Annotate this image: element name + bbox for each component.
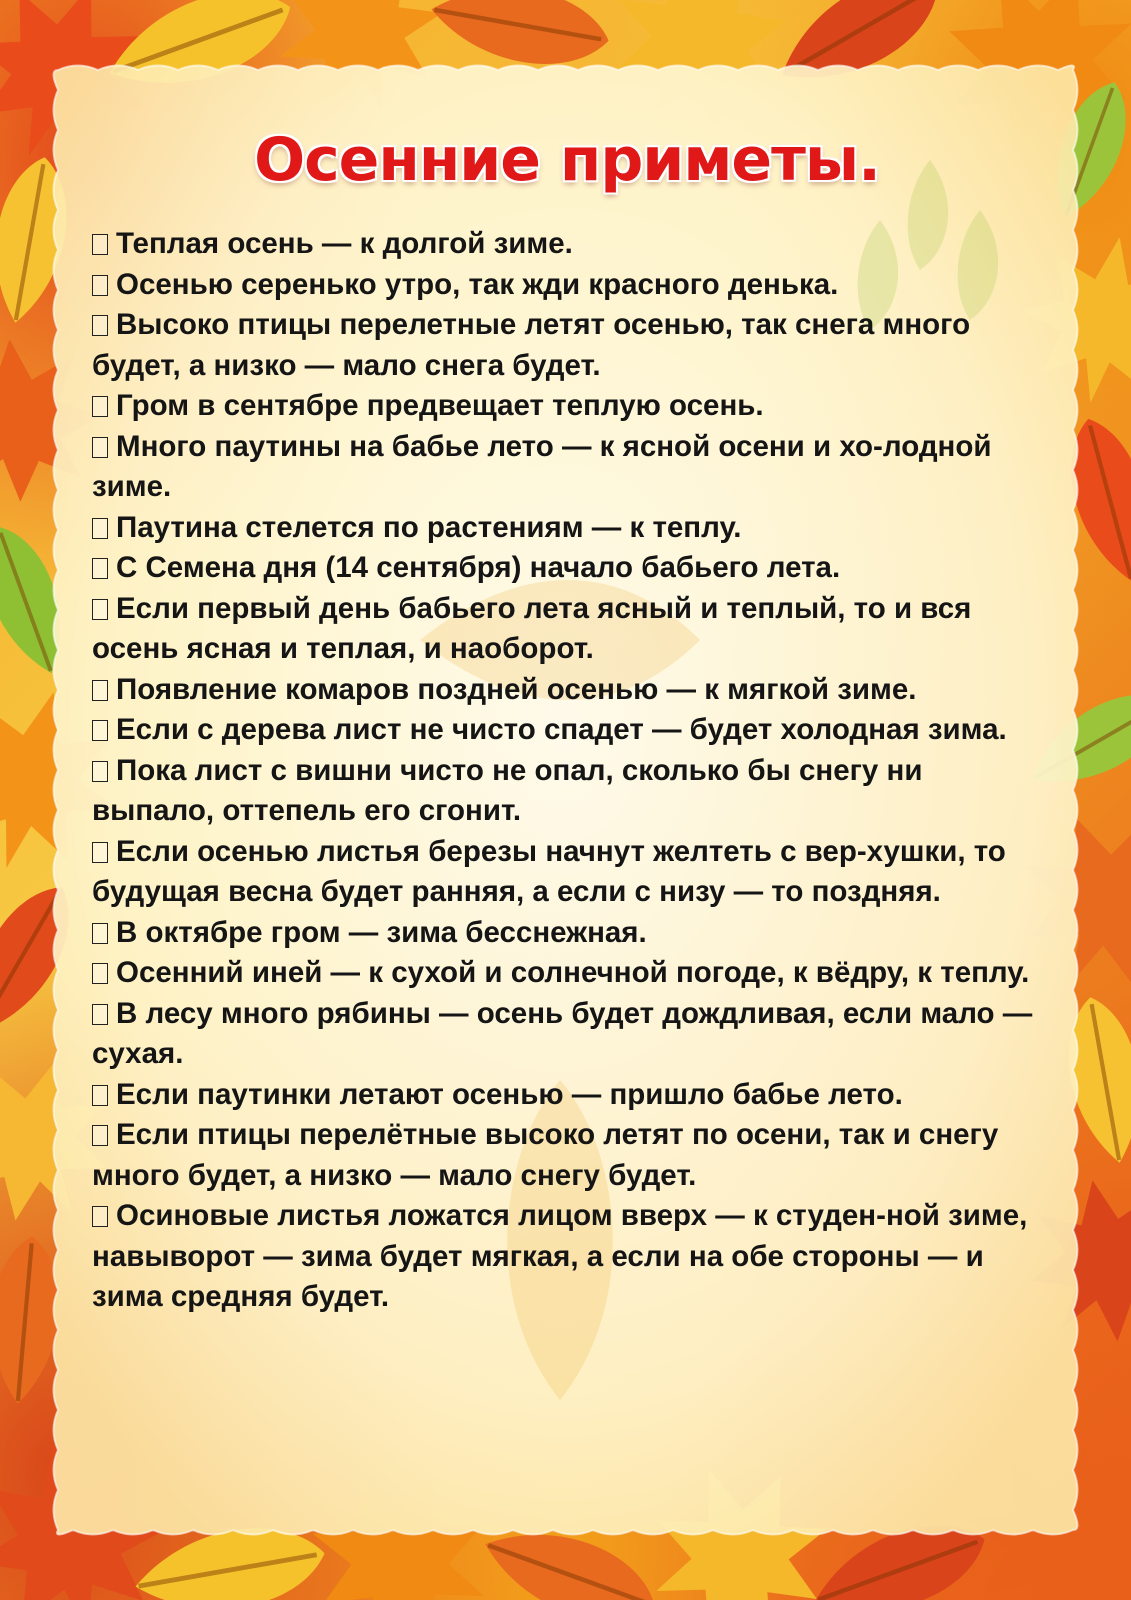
autumn-sign-item (92, 1196, 1042, 1318)
autumn-sign-item (92, 589, 1042, 670)
autumn-sign-text: Если первый день бабьего лета ясный и теплый, то и вся осень ясная и теплая, и наоборот. (92, 591, 972, 665)
missing-glyph-box-icon (92, 1085, 108, 1106)
missing-glyph-box-icon (92, 234, 108, 255)
autumn-sign-item (92, 1115, 1042, 1196)
autumn-sign-text: Паутина стелется по растениям — к теплу. (116, 510, 742, 544)
missing-glyph-box-icon (92, 315, 108, 336)
missing-glyph-box-icon (92, 518, 108, 539)
missing-glyph-box-icon (92, 275, 108, 296)
autumn-sign-text: Если осенью листья березы начнут желтеть с вер-хушки, то будущая весна будет ранняя, а если с низу — то поздняя. (92, 834, 1006, 908)
missing-glyph-box-icon (92, 599, 108, 620)
autumn-sign-item (92, 265, 1042, 306)
autumn-sign-item (92, 832, 1042, 913)
autumn-sign-item (92, 508, 1042, 549)
poster-title: Осенние приметы. (254, 125, 880, 195)
autumn-sign-text: Много паутины на бабье лето — к ясной осени и хо-лодной зиме. (92, 429, 992, 503)
autumn-sign-item (92, 386, 1042, 427)
missing-glyph-box-icon (92, 923, 108, 944)
autumn-sign-text: Осенний иней — к сухой и солнечной погоде, к вёдру, к теплу. (116, 956, 1030, 989)
autumn-sign-item (92, 224, 1042, 265)
autumn-sign-text: Если паутинки летают осенью — пришло бабье лето. (116, 1077, 903, 1111)
content-area (92, 120, 1042, 1318)
missing-glyph-box-icon (92, 437, 108, 458)
autumn-sign-text: Появление комаров поздней осенью — к мягкой зиме. (116, 672, 917, 706)
autumn-sign-item (92, 427, 1042, 508)
missing-glyph-box-icon (92, 558, 108, 579)
autumn-sign-text: Если птицы перелётные высоко летят по осени, так и снегу много будет, а низко — мало снегу будет. (92, 1118, 999, 1192)
autumn-signs-list (92, 224, 1042, 1318)
missing-glyph-box-icon (92, 1125, 108, 1146)
missing-glyph-box-icon (92, 1004, 108, 1025)
autumn-sign-text: Теплая осень — к долгой зиме. (116, 227, 573, 260)
missing-glyph-box-icon (92, 963, 108, 984)
autumn-sign-text: Осенью серенько утро, так жди красного денька. (116, 267, 839, 301)
autumn-sign-item (92, 994, 1042, 1075)
autumn-sign-text: С Семена дня (14 сентября) начало бабьего лета. (116, 551, 841, 584)
autumn-sign-item (92, 953, 1042, 994)
autumn-sign-item (92, 548, 1042, 589)
autumn-sign-item (92, 913, 1042, 954)
autumn-sign-item (92, 1075, 1042, 1116)
autumn-sign-text: Осиновые листья ложатся лицом вверх — к студен-ной зиме, навыворот — зима будет мягкая, а если на обе стороны — и зима средняя будет. (92, 1199, 1028, 1313)
autumn-sign-item (92, 670, 1042, 711)
missing-glyph-box-icon (92, 1206, 108, 1227)
autumn-sign-text: В октябре гром — зима бесснежная. (116, 915, 647, 949)
autumn-sign-item (92, 710, 1042, 751)
autumn-sign-text: Если с дерева лист не чисто спадет — будет холодная зима. (116, 713, 1007, 746)
autumn-sign-item (92, 305, 1042, 386)
missing-glyph-box-icon (92, 680, 108, 701)
autumn-sign-text: Высоко птицы перелетные летят осенью, так снега много будет, а низко — мало снега будет. (92, 308, 971, 382)
missing-glyph-box-icon (92, 842, 108, 863)
autumn-sign-item (92, 751, 1042, 832)
missing-glyph-box-icon (92, 720, 108, 741)
autumn-sign-text: В лесу много рябины — осень будет дождливая, если мало — сухая. (92, 996, 1033, 1070)
autumn-sign-text: Гром в сентябре предвещает теплую осень. (116, 389, 764, 422)
missing-glyph-box-icon (92, 396, 108, 417)
autumn-sign-text: Пока лист с вишни чисто не опал, сколько бы снегу ни выпало, оттепель его сгонит. (92, 753, 923, 827)
missing-glyph-box-icon (92, 761, 108, 782)
